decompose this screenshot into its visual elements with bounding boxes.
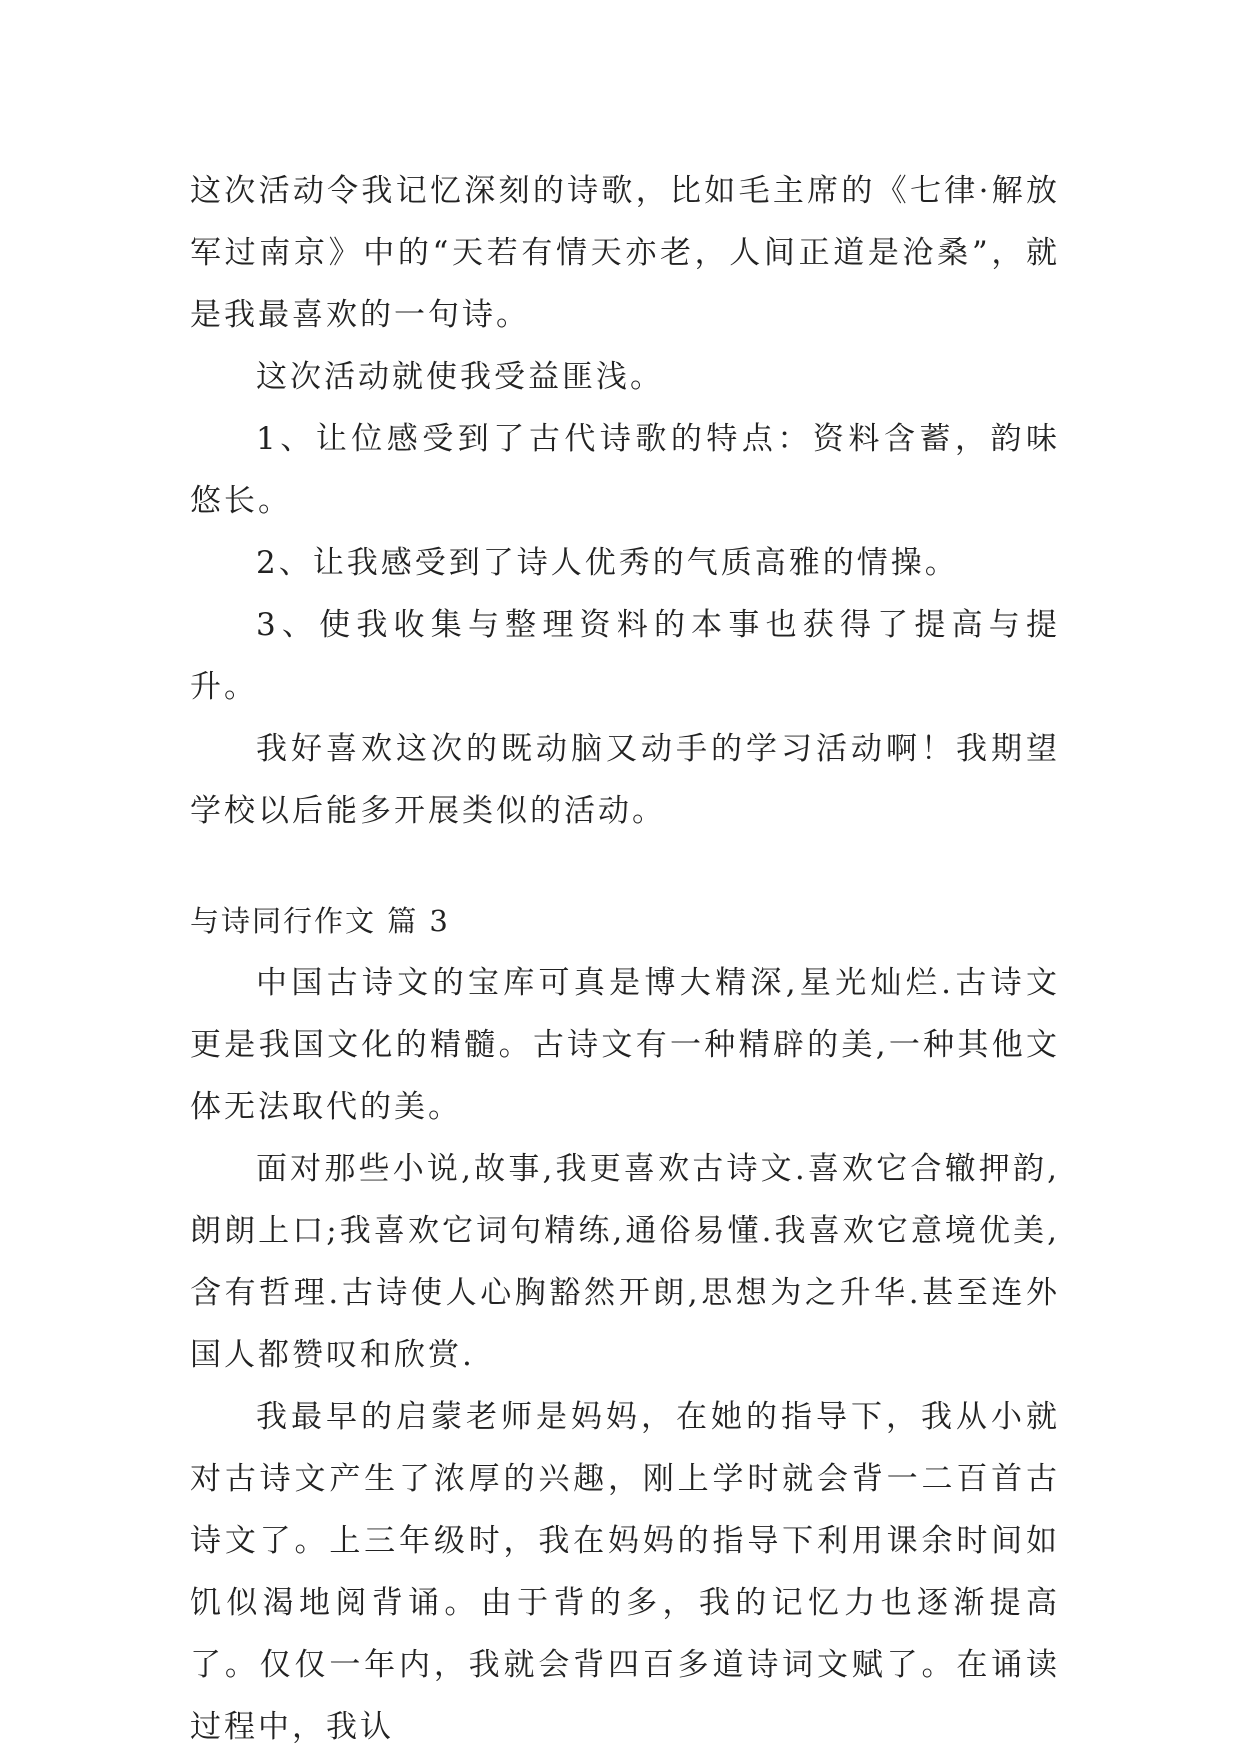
paragraph: 我好喜欢这次的既动脑又动手的学习活动啊！我期望学校以后能多开展类似的活动。 bbox=[190, 731, 1060, 829]
text-column bbox=[190, 160, 1060, 1758]
paragraph: 这次活动就使我受益匪浅。 bbox=[256, 359, 664, 395]
list-item: 1、让位感受到了古代诗歌的特点：资料含蓄，韵味悠长。 bbox=[190, 421, 1060, 519]
paragraph: 中国古诗文的宝库可真是博大精深,星光灿烂.古诗文更是我国文化的精髓。古诗文有一种精辟的美,一种其他文体无法取代的美。 bbox=[190, 965, 1060, 1125]
section-heading: 与诗同行作文 篇 3 bbox=[190, 904, 450, 938]
list-item: 2、让我感受到了诗人优秀的气质高雅的情操。 bbox=[256, 545, 959, 581]
list-item: 3、使我收集与整理资料的本事也获得了提高与提升。 bbox=[190, 607, 1060, 705]
paragraph: 面对那些小说,故事,我更喜欢古诗文.喜欢它合辙押韵,朗朗上口;我喜欢它词句精练,通俗易懂.我喜欢它意境优美,含有哲理.古诗使人心胸豁然开朗,思想为之升华.甚至连外国人都赞叹和欣赏. bbox=[190, 1151, 1060, 1373]
paragraph: 这次活动令我记忆深刻的诗歌，比如毛主席的《七律·解放军过南京》中的“天若有情天亦老，人间正道是沧桑”，就是我最喜欢的一句诗。 bbox=[190, 173, 1060, 333]
paragraph: 我最早的启蒙老师是妈妈，在她的指导下，我从小就对古诗文产生了浓厚的兴趣，刚上学时就会背一二百首古诗文了。上三年级时，我在妈妈的指导下利用课余时间如饥似渴地阅背诵。由于背的多，我的记忆力也逐渐提高了。仅仅一年内，我就会背四百多道诗词文赋了。在诵读过程中，我认 bbox=[190, 1399, 1060, 1745]
